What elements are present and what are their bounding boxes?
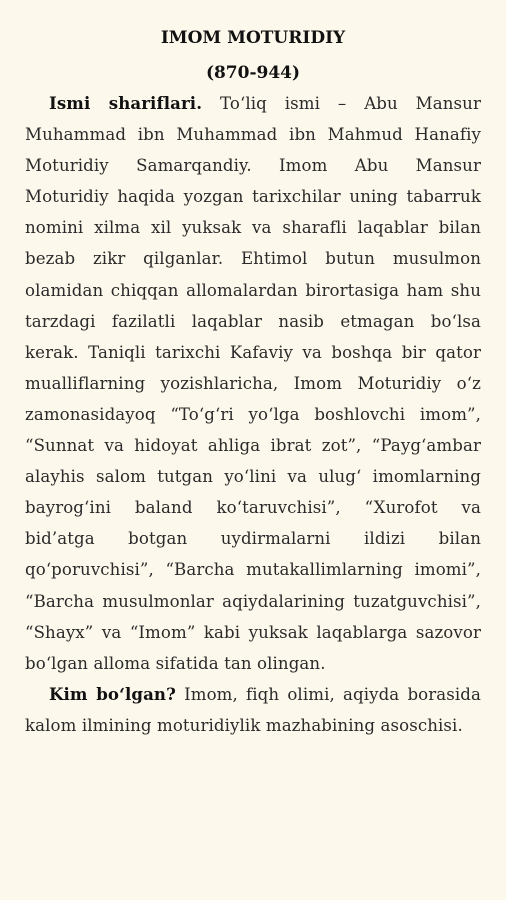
page-title: IMOM MOTURIDIY: [160, 28, 346, 48]
paragraph-who: [25, 679, 481, 741]
life-dates: (870-944): [205, 63, 301, 83]
paragraph-text-names: To‘liq ismi – Abu Mansur Muhammad ibn Muhammad ibn Mahmud Hanafiy Moturidiy Samarqandiy. Imom Abu Mansur Moturidiy haqida yozgan tarixchilar uning tabarruk nomini xilma xil yuksak va sharafli laqablar bilan bezab zikr qilganlar. Ehtimol butun musulmon olamidan chiqqan allomalardan birortasiga ham shu tarzdagi fazilatli laqablar nasib etmagan bo‘lsa kerak. Taniqli tarixchi Kafaviy va boshqa bir qator mualliflarning yozishlaricha, Imom Moturidiy o‘z zamonasidayoq “To‘g‘ri yo‘lga boshlovchi imom”, “Sunnat va hidoyat ahliga ibrat zot”, “Payg‘ambar alayhis salom tutgan yo‘lini va ulug‘ imomlarning bayrog‘ini baland ko‘taruvchisi”, “Xurofot va bid’atga botgan uydirmalarni ildizi bilan qo‘poruvchisi”, “Barcha mutakallimlarning imomi”, “Barcha musulmonlar aqiydalarining tuzatguvchisi”, “Shayx” va “Imom” kabi yuksak laqablarga sazovor bo‘lgan alloma sifatida tan olingan.: [25, 94, 481, 673]
paragraph-names: [25, 88, 481, 679]
paragraph-lead-who: Kim bo‘lgan?: [49, 683, 176, 704]
paragraph-lead-names: Ismi shariflari.: [49, 93, 203, 113]
paragraph-text-who: Imom, fiqh olimi, aqiyda borasida kalom ilmining moturidiylik mazhabining asoschisi.: [25, 684, 482, 735]
document-page: [25, 26, 481, 741]
